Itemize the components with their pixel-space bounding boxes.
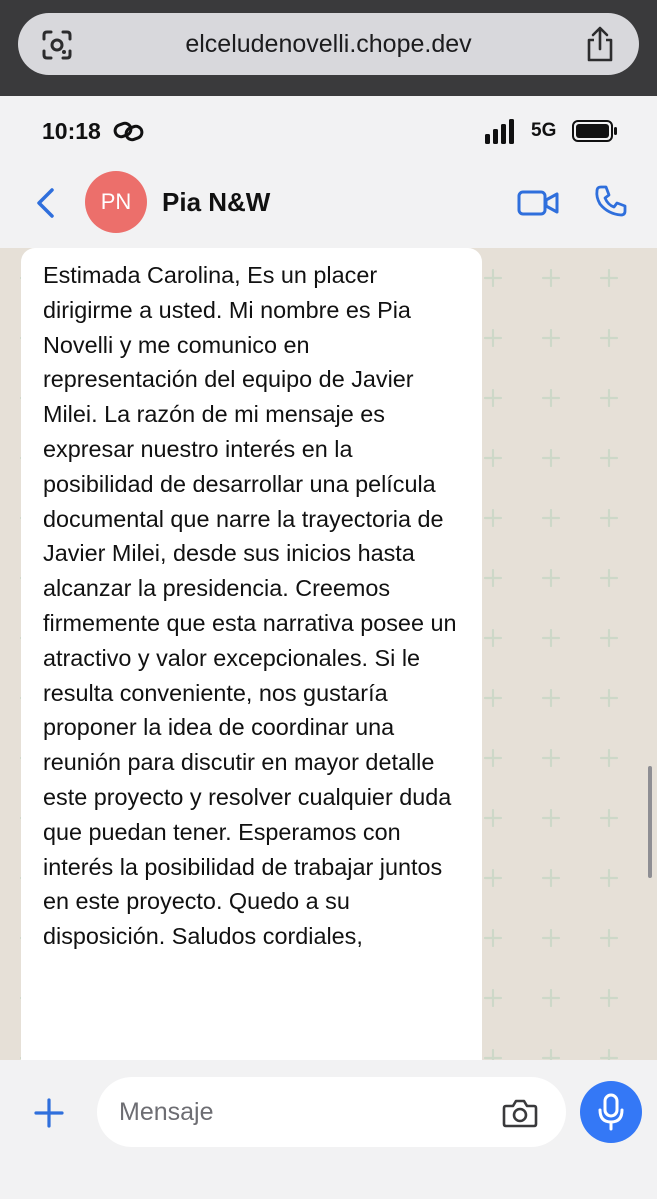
scrollbar[interactable] — [648, 766, 652, 878]
message-input[interactable] — [97, 1077, 566, 1147]
video-call-icon[interactable] — [517, 190, 559, 216]
camera-icon[interactable] — [502, 1098, 538, 1128]
network-type: 5G — [531, 120, 557, 141]
microphone-icon — [598, 1093, 624, 1131]
url-text[interactable]: elceludenovelli.chope.dev — [185, 30, 472, 58]
voice-message-button[interactable] — [580, 1081, 642, 1143]
share-icon[interactable] — [583, 25, 617, 63]
chat-header — [0, 96, 657, 248]
link-icon — [113, 118, 145, 144]
url-bar[interactable] — [18, 13, 639, 75]
status-time: 10:18 — [42, 118, 101, 144]
signal-strength-icon — [484, 118, 518, 144]
browser-bar — [0, 0, 657, 96]
composer-bar — [0, 1060, 657, 1199]
phone-call-icon[interactable] — [594, 184, 628, 218]
contact-avatar[interactable]: PN — [85, 171, 147, 233]
back-chevron-icon[interactable] — [34, 187, 56, 219]
plus-icon[interactable] — [33, 1097, 65, 1129]
battery-icon — [572, 120, 618, 142]
contact-name[interactable]: Pia N&W — [162, 187, 271, 217]
chat-area[interactable] — [0, 248, 657, 1060]
message-bubble[interactable] — [21, 248, 482, 1060]
message-text: Estimada Carolina, Es un placer dirigirme a usted. Mi nombre es Pia Novelli y me comunico en representación del equipo de Javier Milei. La razón de mi mensaje es expresar nuestro interés en la posibilidad de desarrollar una película documental que narre la trayectoria de Javier Milei, desde sus inicios hasta alcanzar la presidencia. Creemos firmemente que esta narrativa posee un atractivo y valor excepcionales. Si le resulta conveniente, nos gustaría proponer la idea de coordinar una reunión para discutir en mayor detalle este proyecto y resolver cualquier duda que puedan tener. Esperamos con interés la posibilidad de trabajar juntos en este proyecto. Quedo a su disposición. Saludos cordiales, — [43, 262, 463, 950]
